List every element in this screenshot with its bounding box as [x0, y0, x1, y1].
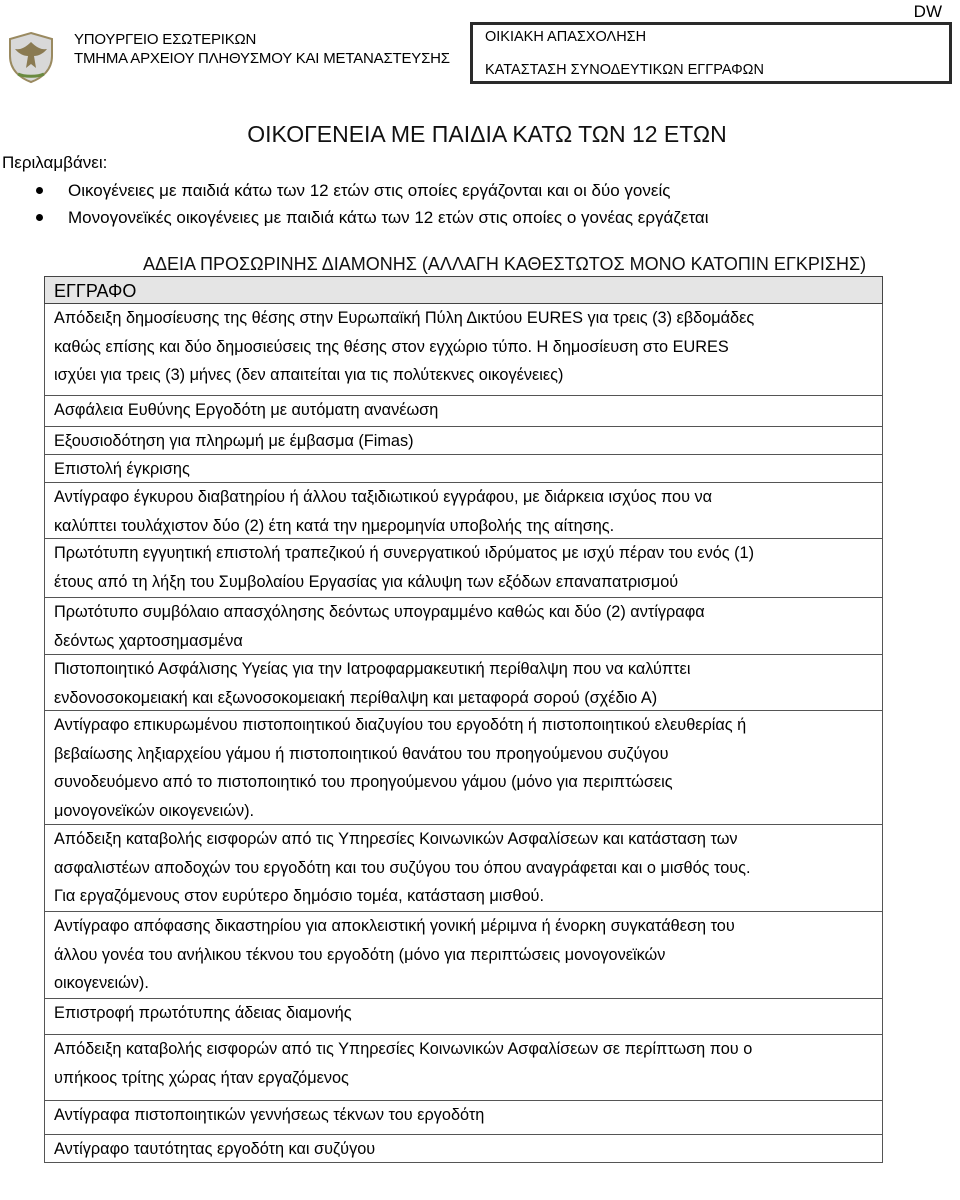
- document-text: συνοδευόμενο από το πιστοποιητικό του προηγούμενου γάμου (μόνο για περιπτώσεις: [54, 773, 673, 791]
- category-title: ΟΙΚΙΑΚΗ ΑΠΑΣΧΟΛΗΣΗ: [485, 29, 647, 45]
- table-row: [44, 1035, 883, 1101]
- document-text: καλύπτει τουλάχιστον δύο (2) έτη κατά την ημερομηνία υποβολής της αίτησης.: [54, 516, 615, 535]
- document-text: βεβαίωσης ληξιαρχείου γάμου ή πιστοποιητικού θανάτου του προηγούμενου συζύγου: [54, 744, 669, 763]
- table-row: [44, 711, 883, 825]
- list-item: Μονογονεϊκές οικογένειες με παιδιά κάτω των 12 ετών στις οποίες ο γονέας εργάζεται: [34, 204, 709, 231]
- document-text: μονογονεϊκών οικογενειών).: [54, 801, 255, 820]
- includes-list: [34, 177, 709, 231]
- document-text: Ασφάλεια Ευθύνης Εργοδότη με αυτόματη ανανέωση: [54, 401, 439, 419]
- document-text: Αντίγραφο επικυρωμένου πιστοποιητικού διαζυγίου του εργοδότη ή πιστοποιητικού ελευθερίας ή: [54, 716, 747, 734]
- table-row: [44, 655, 883, 711]
- list-item: Οικογένειες με παιδιά κάτω των 12 ετών στις οποίες εργάζονται και οι δύο γονείς: [34, 177, 709, 204]
- table-row: [44, 598, 883, 655]
- document-text: δεόντως χαρτοσημασμένα: [54, 631, 243, 650]
- document-text: Πρωτότυπο συμβόλαιο απασχόλησης δεόντως υπογραμμένο καθώς και δύο (2) αντίγραφα: [54, 603, 705, 621]
- document-text: Επιστολή έγκρισης: [54, 460, 190, 478]
- document-text: Πρωτότυπη εγγυητική επιστολή τραπεζικού ή συνεργατικού ιδρύματος με ισχύ πέραν του ενός (1): [54, 544, 755, 562]
- table-row: [44, 396, 883, 427]
- document-text: καθώς επίσης και δύο δημοσιεύσεις της θέσης στον εγχώριο τύπο. Η δημοσίευση στο EURES: [54, 337, 729, 356]
- table-body: [44, 304, 883, 1163]
- document-text: οικογενειών).: [54, 974, 149, 992]
- document-text: Αντίγραφο έγκυρου διαβατηρίου ή άλλου ταξιδιωτικού εγγράφου, με διάρκεια ισχύος που να: [54, 488, 713, 506]
- document-text: Για εργαζόμενους στον ευρύτερο δημόσιο τομέα, κατάσταση μισθού.: [54, 887, 544, 905]
- document-text: υπήκοος τρίτης χώρας ήταν εργαζόμενος: [54, 1068, 349, 1087]
- document-text: ασφαλιστέων αποδοχών του εργοδότη και του συζύγου του όπου αναγράφεται και ο μισθός τους.: [54, 858, 751, 877]
- document-text: Απόδειξη καταβολής εισφορών από τις Υπηρεσίες Κοινωνικών Ασφαλίσεων και κατάσταση των: [54, 830, 738, 848]
- table-row: [44, 1101, 883, 1135]
- table-row: [44, 427, 883, 455]
- table-row: [44, 483, 883, 539]
- document-text: έτους από τη λήξη του Συμβολαίου Εργασίας για κάλυψη των εξόδων επαναπατρισμού: [54, 572, 679, 591]
- permit-heading: ΑΔΕΙΑ ΠΡΟΣΩΡΙΝΗΣ ΔΙΑΜΟΝΗΣ (ΑΛΛΑΓΗ ΚΑΘΕΣΤΩΤΟΣ ΜΟΝΟ ΚΑΤΟΠΙΝ ΕΓΚΡΙΣΗΣ): [143, 254, 867, 274]
- documents-table: [44, 252, 883, 1163]
- includes-label: Περιλαμβάνει:: [2, 153, 108, 172]
- document-text: Πιστοποιητικό Ασφάλισης Υγείας για την Ιατροφαρμακευτική περίθαλψη που να καλύπτει: [54, 660, 691, 678]
- table-row: [44, 304, 883, 396]
- corner-code: DW: [913, 2, 942, 21]
- document-text: Αντίγραφο ταυτότητας εργοδότη και συζύγου: [54, 1140, 376, 1158]
- coat-of-arms-icon: [2, 30, 60, 84]
- document-text: Αντίγραφα πιστοποιητικών γεννήσεως τέκνων του εργοδότη: [54, 1106, 485, 1124]
- category-subtitle: ΚΑΤΑΣΤΑΣΗ ΣΥΝΟΔΕΥΤΙΚΩΝ ΕΓΓΡΑΦΩΝ: [485, 62, 764, 78]
- document-text: άλλου γονέα του ανήλικου τέκνου του εργοδότη (μόνο για περιπτώσεις μονογονεϊκών: [54, 945, 666, 964]
- table-row: [44, 1135, 883, 1163]
- document-text: ισχύει για τρεις (3) μήνες (δεν απαιτείται για τις πολύτεκνες οικογένειες): [54, 366, 564, 384]
- page-header: [0, 26, 960, 92]
- table-row: [44, 912, 883, 999]
- category-box: [470, 22, 952, 84]
- document-text: ενδονοσοκομειακή και εξωνοσοκομειακή περίθαλψη και μεταφορά σορού (σχέδιο Α): [54, 688, 658, 707]
- document-text: Απόδειξη δημοσίευσης της θέσης στην Ευρωπαϊκή Πύλη Δικτύου EURES για τρεις (3) εβδομάδες: [54, 309, 755, 327]
- ministry-name: ΥΠΟΥΡΓΕΙΟ ΕΣΩΤΕΡΙΚΩΝ: [74, 31, 257, 48]
- page-title: ΟΙΚΟΓΕΝΕΙΑ ΜΕ ΠΑΙΔΙΑ ΚΑΤΩ ΤΩΝ 12 ΕΤΩΝ: [247, 121, 727, 147]
- document-text: Επιστροφή πρωτότυπης άδειας διαμονής: [54, 1004, 352, 1022]
- table-row: [44, 455, 883, 483]
- document-text: Εξουσιοδότηση για πληρωμή με έμβασμα (Fimas): [54, 432, 414, 450]
- document-text: Αντίγραφο απόφασης δικαστηρίου για αποκλειστική γονική μέριμνα ή ένορκη συγκατάθεση του: [54, 917, 735, 935]
- table-header: ΕΓΓΡΑΦΟ: [44, 276, 883, 304]
- table-row: [44, 825, 883, 912]
- department-name: ΤΜΗΜΑ ΑΡΧΕΙΟΥ ΠΛΗΘΥΣΜΟΥ ΚΑΙ ΜΕΤΑΝΑΣΤΕΥΣΗΣ: [74, 50, 450, 67]
- table-row: [44, 539, 883, 598]
- table-row: [44, 999, 883, 1035]
- document-text: Απόδειξη καταβολής εισφορών από τις Υπηρεσίες Κοινωνικών Ασφαλίσεων σε περίπτωση που ο: [54, 1040, 753, 1058]
